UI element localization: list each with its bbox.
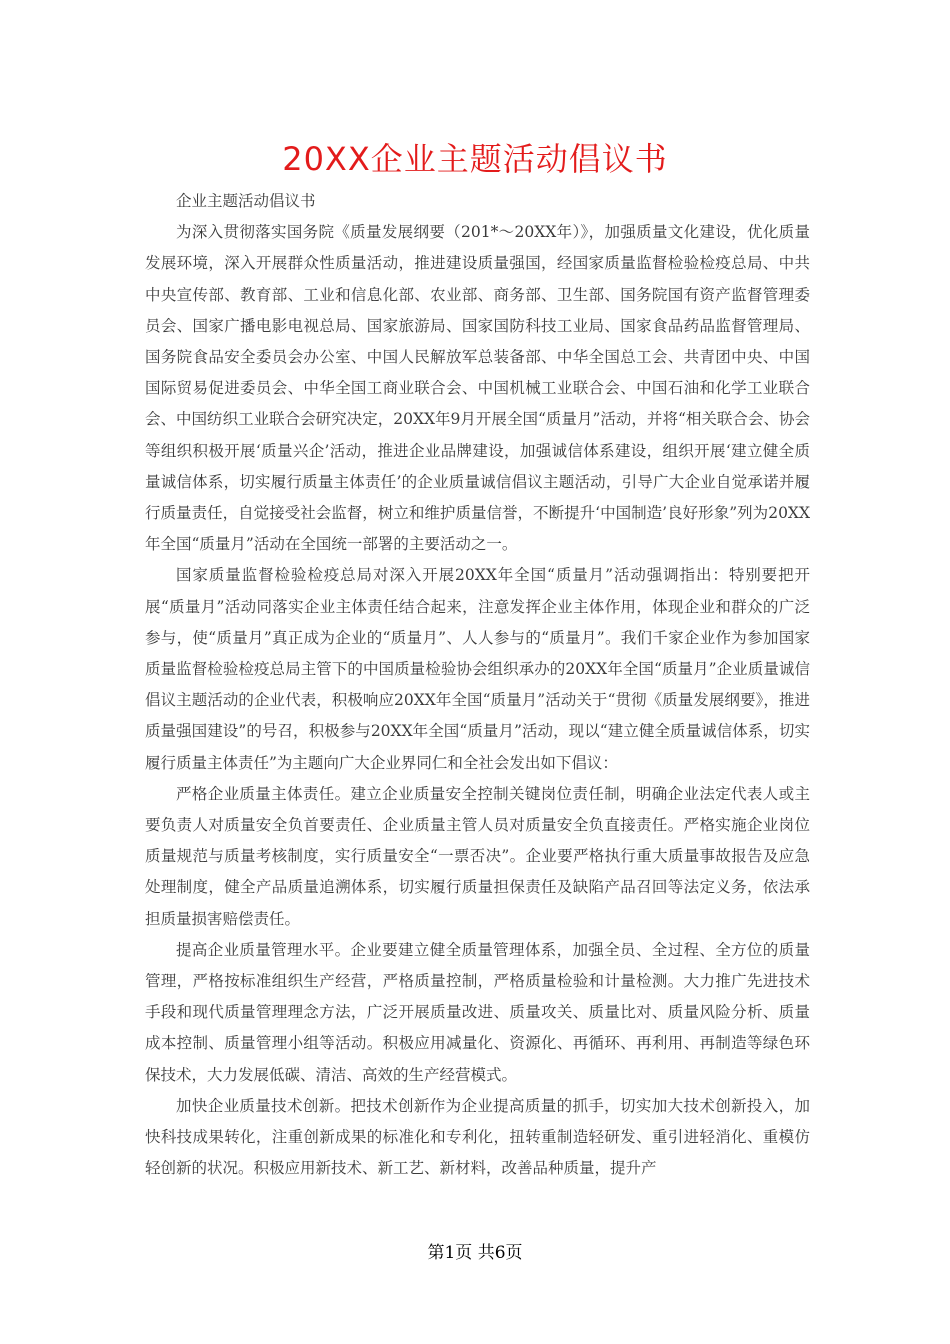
paragraph: 加快企业质量技术创新。把技术创新作为企业提高质量的抓手，切实加大技术创新投入，加快科技成果转化，注重创新成果的标准化和专利化，扭转重制造轻研发、重引进轻消化、重模仿轻创新的状况。积极应用新技术、新工艺、新材料，改善品种质量，提升产 bbox=[145, 1096, 810, 1178]
paragraph-subtitle: 企业主题活动倡议书 bbox=[176, 192, 316, 210]
paragraph: 提高企业质量管理水平。企业要建立健全质量管理体系，加强全员、全过程、全方位的质量管理，严格按标准组织生产经营，严格质量控制，严格质量检验和计量检测。大力推广先进技术手段和现代质量管理理念方法，广泛开展质量改进、质量攻关、质量比对、质量风险分析、质量成本控制、质量管理小组等活动。积极应用减量化、资源化、再循环、再利用、再制造等绿色环保技术，大力发展低碳、清洁、高效的生产经营模式。 bbox=[145, 940, 810, 1084]
page-number: 第1页 共6页 bbox=[427, 1243, 523, 1263]
document-body bbox=[145, 186, 810, 1185]
document-title: 20XX企业主题活动倡议书 bbox=[282, 140, 668, 178]
paragraph: 严格企业质量主体责任。建立企业质量安全控制关键岗位责任制，明确企业法定代表人或主要负责人对质量安全负首要责任、企业质量主管人员对质量安全负直接责任。严格实施企业岗位质量规范与质量考核制度，实行质量安全“一票否决”。企业要严格执行重大质量事故报告及应急处理制度，健全产品质量追溯体系，切实履行质量担保责任及缺陷产品召回等法定义务，依法承担质量损害赔偿责任。 bbox=[145, 784, 810, 928]
paragraph: 国家质量监督检验检疫总局对深入开展20XX年全国“质量月”活动强调指出：特别要把开展“质量月”活动同落实企业主体责任结合起来，注意发挥企业主体作用，体现企业和群众的广泛参与，使“质量月”真正成为企业的“质量月”、人人参与的“质量月”。我们千家企业作为参加国家质量监督检验检疫总局主管下的中国质量检验协会组织承办的20XX年全国“质量月”企业质量诚信倡议主题活动的企业代表，积极响应20XX年全国“质量月”活动关于“贯彻《质量发展纲要》，推进质量强国建设”的号召，积极参与20XX年全国“质量月”活动，现以“建立健全质量诚信体系，切实履行质量主体责任”为主题向广大企业界同仁和全社会发出如下倡议： bbox=[145, 566, 810, 772]
paragraph: 为深入贯彻落实国务院《质量发展纲要（201*～20XX年）》，加强质量文化建设，优化质量发展环境，深入开展群众性质量活动，推进建设质量强国，经国家质量监督检验检疫总局、中共中央宣传部、教育部、工业和信息化部、农业部、商务部、卫生部、国务院国有资产监督管理委员会、国家广播电影电视总局、国家旅游局、国家国防科技工业局、国家食品药品监督管理局、国务院食品安全委员会办公室、中国人民解放军总装备部、中华全国总工会、共青团中央、中国国际贸易促进委员会、中华全国工商业联合会、中国机械工业联合会、中国石油和化学工业联合会、中国纺织工业联合会研究决定，20XX年9月开展全国“质量月”活动，并将“相关联合会、协会等组织积极开展‘质量兴企’活动，推进企业品牌建设，加强诚信体系建设，组织开展‘建立健全质量诚信体系，切实履行质量主体责任’的企业质量诚信倡议主题活动，引导广大企业自觉承诺并履行质量责任，自觉接受社会监督，树立和维护质量信誉，不断提升‘中国制造’良好形象”列为20XX年全国“质量月”活动在全国统一部署的主要活动之一。 bbox=[145, 223, 810, 554]
